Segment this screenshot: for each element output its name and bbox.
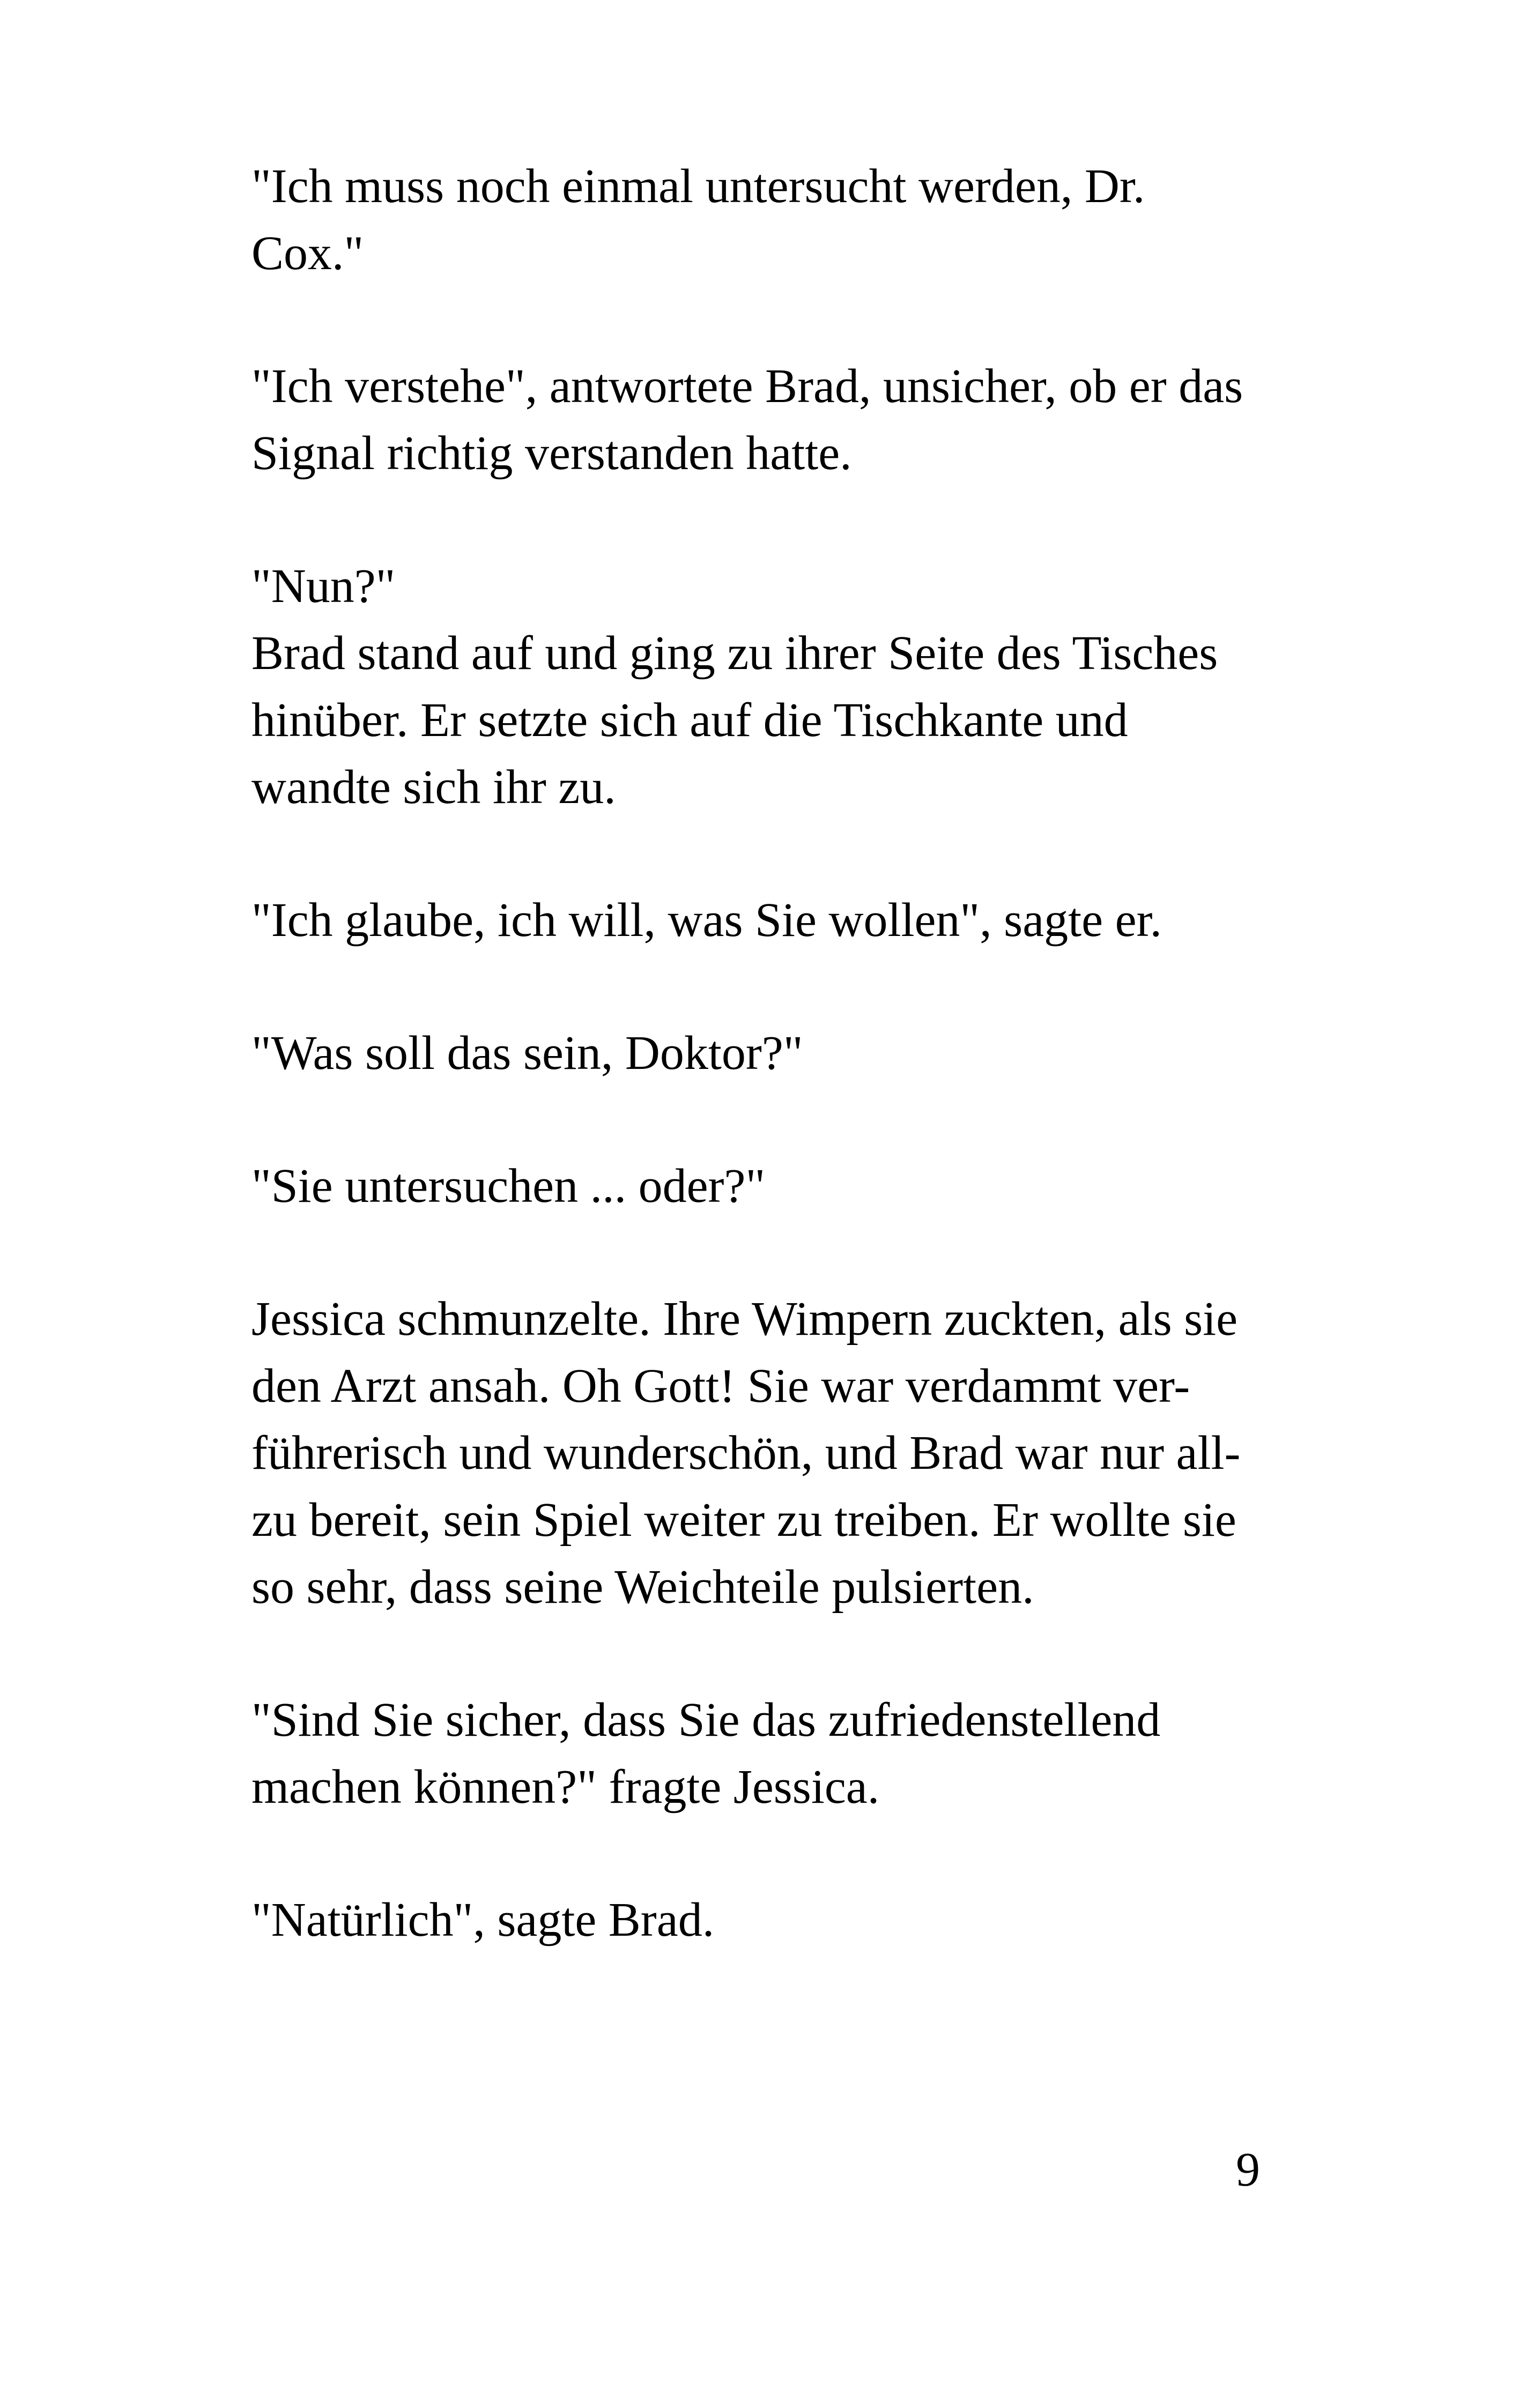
text-line: "Ich glaube, ich will, was Sie wollen", sagte er.	[251, 894, 1162, 947]
paragraph	[251, 1020, 1270, 1087]
text-line: wandte sich ihr zu.	[251, 761, 616, 814]
paragraph	[251, 887, 1270, 954]
text-line: hinüber. Er setzte sich auf die Tischkante und	[251, 694, 1128, 747]
text-line: "Ich verstehe", antwortete Brad, unsicher, ob er das	[251, 360, 1243, 413]
paragraph	[251, 353, 1270, 487]
paragraph	[251, 153, 1270, 287]
text-line: "Nun?"	[251, 560, 396, 613]
paragraph	[251, 553, 1270, 620]
paragraph	[251, 1886, 1270, 1953]
text-line: Brad stand auf und ging zu ihrer Seite des Tisches	[251, 627, 1218, 680]
body-text	[251, 153, 1270, 2019]
text-line: "Was soll das sein, Doktor?"	[251, 1027, 803, 1080]
text-line: führerisch und wunderschön, und Brad war nur all-	[251, 1426, 1241, 1480]
text-line: "Natürlich", sagte Brad.	[251, 1893, 715, 1946]
paragraph	[251, 620, 1270, 821]
text-line: Cox."	[251, 227, 364, 280]
text-line: Signal richtig verstanden hatte.	[251, 427, 852, 480]
paragraph	[251, 1153, 1270, 1220]
text-line: "Sind Sie sicher, dass Sie das zufriedenstellend	[251, 1693, 1161, 1746]
text-line: so sehr, dass seine Weichteile pulsierten.	[251, 1560, 1034, 1614]
page-number: 9	[1236, 2143, 1260, 2196]
text-line: den Arzt ansah. Oh Gott! Sie war verdammt ver-	[251, 1359, 1190, 1413]
paragraph	[251, 1686, 1270, 1820]
paragraph	[251, 1285, 1270, 1621]
text-line: machen können?" fragte Jessica.	[251, 1760, 880, 1814]
text-line: "Ich muss noch einmal untersucht werden, Dr.	[251, 160, 1145, 213]
text-line: "Sie untersuchen ... oder?"	[251, 1160, 766, 1213]
text-line: zu bereit, sein Spiel weiter zu treiben. Er wollte sie	[251, 1493, 1236, 1547]
text-line: Jessica schmunzelte. Ihre Wimpern zuckten, als sie	[251, 1292, 1238, 1346]
